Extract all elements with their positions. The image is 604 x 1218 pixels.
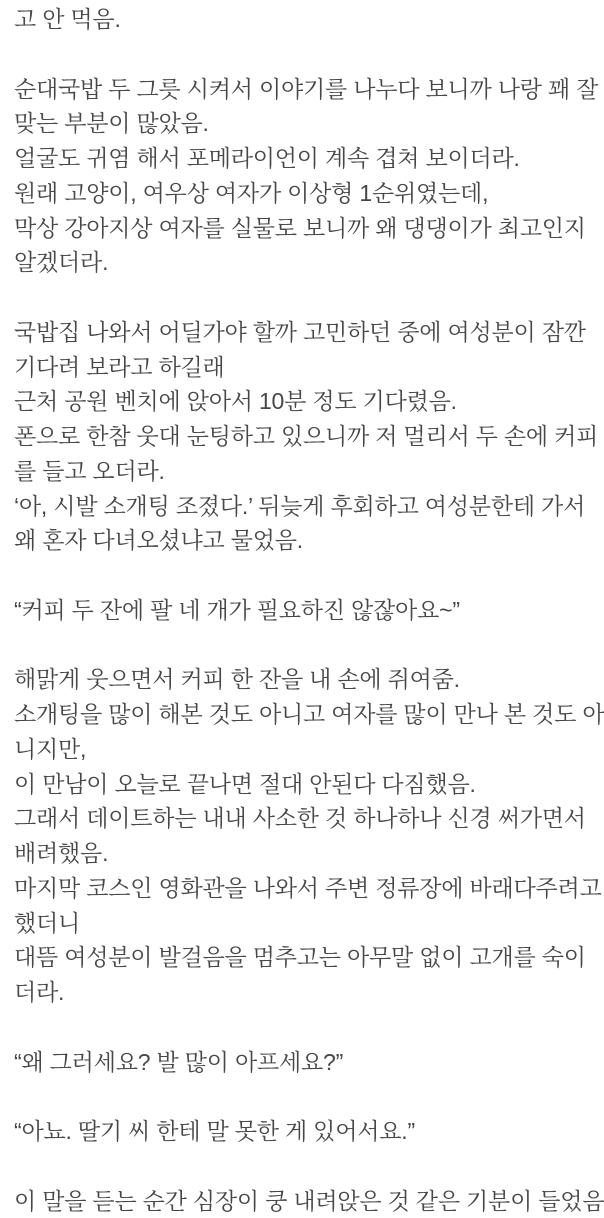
text-line: 얼굴도 귀염 해서 포메라이언이 계속 겹쳐 보이더라. xyxy=(14,141,586,176)
clipped-text-line: 이 말을 듣는 순간 심장이 쿵 내려앉은 것 같은 기분이 들었음 xyxy=(14,1184,586,1218)
text-line: 국밥집 나와서 어딜가야 할까 고민하던 중에 여성분이 잠깐 xyxy=(14,315,586,350)
text-line: 알겠더라. xyxy=(14,245,586,280)
text-line: 해맑게 웃으면서 커피 한 잔을 내 손에 쥐여줌. xyxy=(14,662,586,697)
paragraph xyxy=(14,1045,586,1080)
text-line: 폰으로 한참 웃대 눈팅하고 있으니까 저 멀리서 두 손에 커피 xyxy=(14,419,586,454)
text-line: 배려했음. xyxy=(14,836,586,871)
text-line: 막상 강아지상 여자를 실물로 보니까 왜 댕댕이가 최고인지 xyxy=(14,211,586,246)
text-line: ‘아, 시발 소개팅 조졌다.’ 뒤늦게 후회하고 여성분한테 가서 xyxy=(14,489,586,524)
text-line: 고 안 먹음. xyxy=(14,2,586,37)
paragraph xyxy=(14,2,586,37)
paragraph xyxy=(14,1114,586,1149)
text-line: 왜 혼자 다녀오셨냐고 물었음. xyxy=(14,523,586,558)
text-line: 원래 고양이, 여우상 여자가 이상형 1순위였는데, xyxy=(14,176,586,211)
text-line: 했더니 xyxy=(14,906,586,941)
text-line: 근처 공원 벤치에 앉아서 10분 정도 기다렸음. xyxy=(14,384,586,419)
paragraph xyxy=(14,1184,586,1218)
paragraph xyxy=(14,662,586,1010)
paragraph xyxy=(14,72,586,281)
text-line: “커피 두 잔에 팔 네 개가 필요하진 않잖아요~” xyxy=(14,593,586,628)
text-line: 를 들고 오더라. xyxy=(14,454,586,489)
text-line: 기다려 보라고 하길래 xyxy=(14,350,586,385)
text-line: 순대국밥 두 그릇 시켜서 이야기를 나누다 보니까 나랑 꽤 잘 xyxy=(14,72,586,107)
text-line: 그래서 데이트하는 내내 사소한 것 하나하나 신경 써가면서 xyxy=(14,801,586,836)
text-line: 니지만, xyxy=(14,732,586,767)
paragraph xyxy=(14,593,586,628)
text-line: 대뜸 여성분이 발걸음을 멈추고는 아무말 없이 고개를 숙이 xyxy=(14,940,586,975)
text-line: 더라. xyxy=(14,975,586,1010)
text-line: 이 만남이 오늘로 끝나면 절대 안된다 다짐했음. xyxy=(14,767,586,802)
text-line: “왜 그러세요? 발 많이 아프세요?” xyxy=(14,1045,586,1080)
paragraph xyxy=(14,315,586,558)
text-line: “아뇨. 딸기 씨 한테 말 못한 게 있어서요.” xyxy=(14,1114,586,1149)
text-line: 마지막 코스인 영화관을 나와서 주변 정류장에 바래다주려고 xyxy=(14,871,586,906)
text-line: 소개팅을 많이 해본 것도 아니고 여자를 많이 만나 본 것도 아 xyxy=(14,697,586,732)
text-line: 맞는 부분이 많았음. xyxy=(14,106,586,141)
